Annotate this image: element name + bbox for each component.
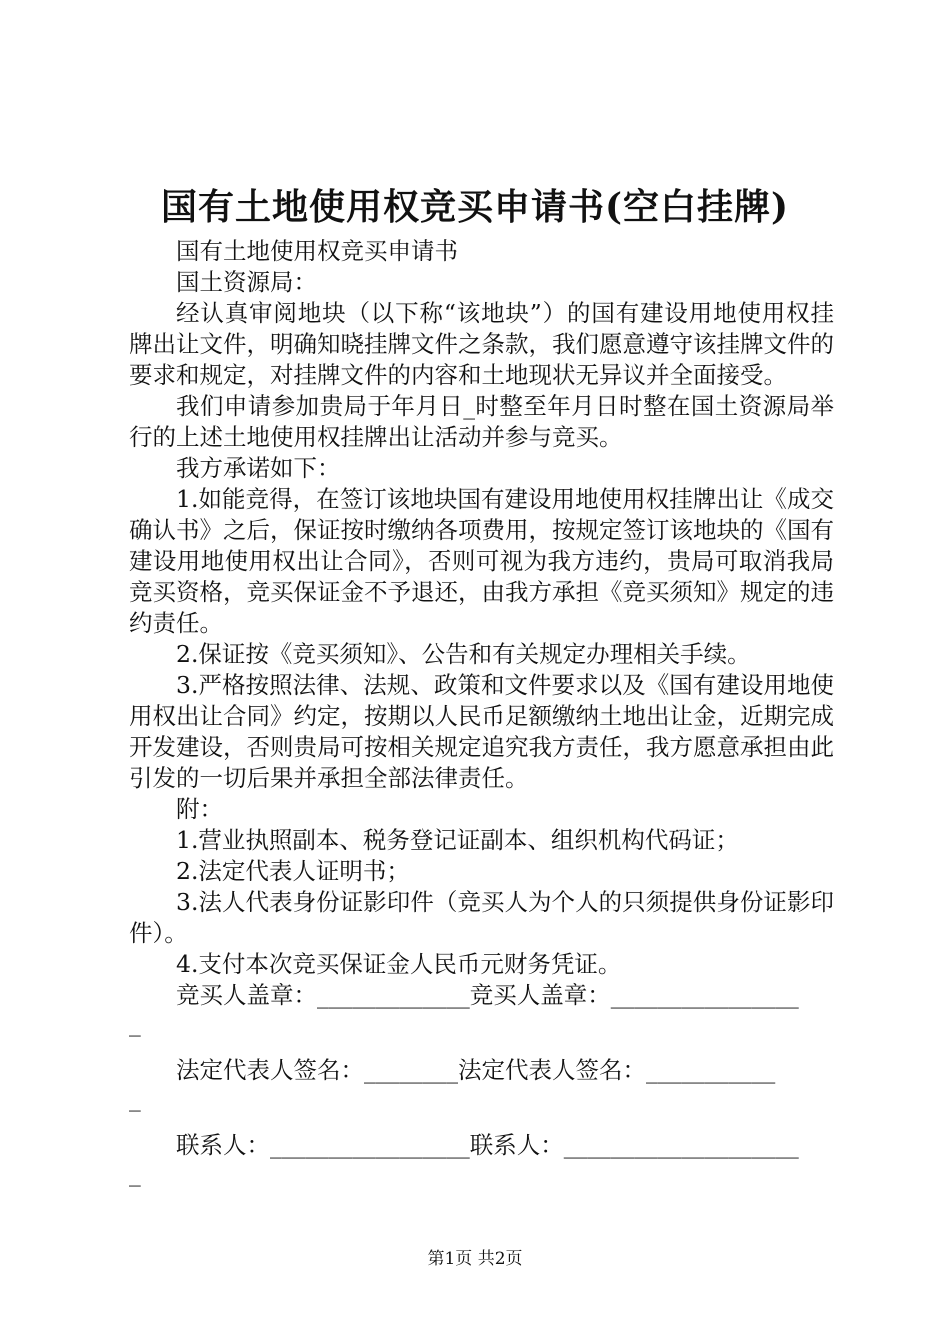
addressee: 国土资源局： — [176, 268, 317, 296]
document-body — [129, 236, 834, 1205]
page-number: 第1页 共2页 — [427, 1249, 523, 1269]
paragraph-application: 我们申请参加贵局于年月日_时整至年月日时整在国土资源局举行的上述土地使用权挂牌出让活动并参与竞买。 — [129, 392, 834, 451]
document-title: 国有土地使用权竞买申请书(空白挂牌) — [160, 186, 790, 228]
attachment-item-2: 2.法定代表人证明书； — [176, 857, 410, 885]
attachment-item-4: 4.支付本次竞买保证金人民币元财务凭证。 — [176, 950, 622, 978]
attachment-item-3: 3.法人代表身份证影印件（竞买人为个人的只须提供身份证影印件）。 — [129, 888, 834, 947]
paragraph-commitment-heading: 我方承诺如下： — [176, 454, 341, 482]
signature-line-seal: 竞买人盖章：_____________竞买人盖章：________________ — [176, 981, 799, 1009]
signature-line-contact: 联系人：_________________联系人：____________________ — [176, 1131, 799, 1159]
attachments-heading: 附： — [176, 795, 223, 823]
line-continuation-mark: _ — [129, 1084, 141, 1112]
commitment-item-3: 3.严格按照法律、法规、政策和文件要求以及《国有建设用地使用权出让合同》约定，按期以人民币足额缴纳土地出让金，近期完成开发建设，否则贵局可按相关规定追究我方责任，我方愿意承担由此引发的一切后果并承担全部法律责任。 — [129, 671, 834, 792]
document-subtitle: 国有土地使用权竞买申请书 — [176, 237, 458, 265]
commitment-item-1: 1.如能竞得，在签订该地块国有建设用地使用权挂牌出让《成交确认书》之后，保证按时缴纳各项费用，按规定签订该地块的《国有建设用地使用权出让合同》，否则可视为我方违约，贵局可取消我局竞买资格，竞买保证金不予退还，由我方承担《竞买须知》规定的违约责任。 — [129, 485, 834, 637]
signature-line-representative: 法定代表人签名：________法定代表人签名：___________ — [176, 1056, 776, 1084]
line-continuation-mark: _ — [129, 1009, 141, 1037]
attachment-item-1: 1.营业执照副本、税务登记证副本、组织机构代码证； — [176, 826, 739, 854]
line-continuation-mark: _ — [129, 1159, 141, 1187]
commitment-item-2: 2.保证按《竞买须知》、公告和有关规定办理相关手续。 — [176, 640, 751, 668]
paragraph-declaration: 经认真审阅地块（以下称“该地块”）的国有建设用地使用权挂牌出让文件，明确知晓挂牌文件之条款，我们愿意遵守该挂牌文件的要求和规定，对挂牌文件的内容和土地现状无异议并全面接受。 — [129, 299, 834, 389]
